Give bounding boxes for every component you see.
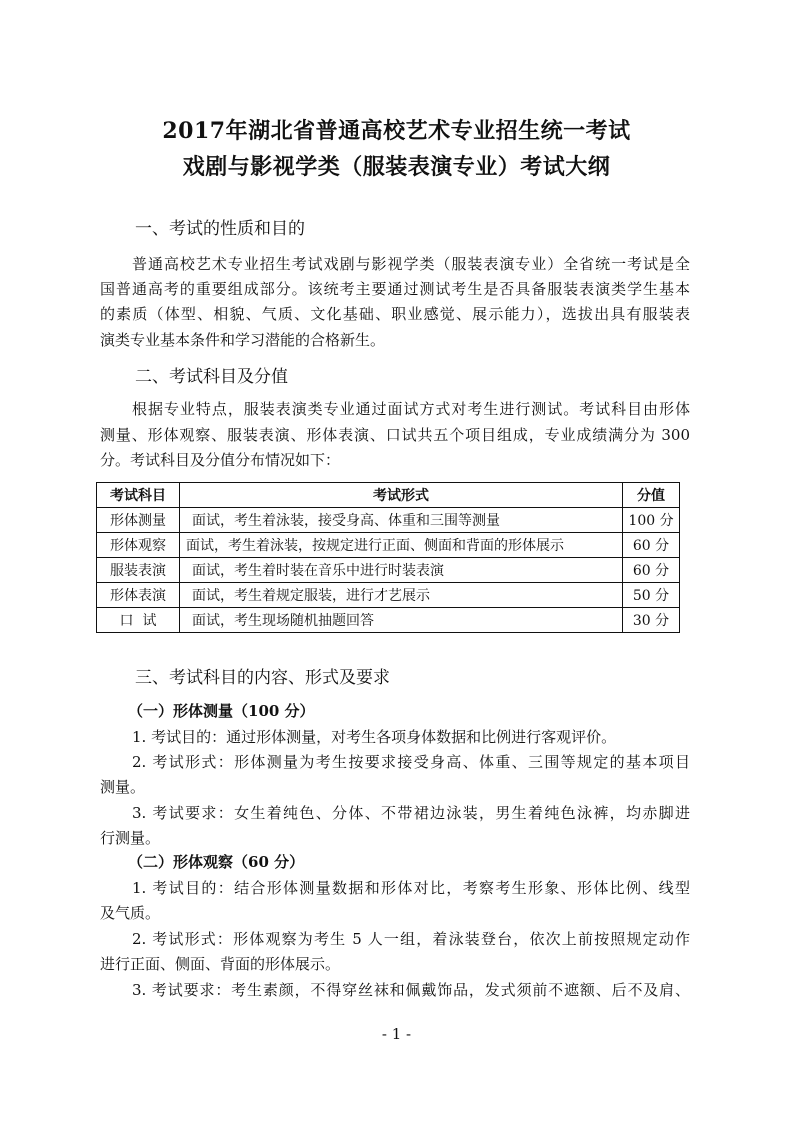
cell-format: 面试，考生着泳装，接受身高、体重和三围等测量 [180, 508, 623, 533]
cell-score: 50 分 [623, 583, 680, 608]
header-score: 分值 [623, 483, 680, 508]
paragraph-line: 3. 考试要求：考生素颜，不得穿丝袜和佩戴饰品，发式须前不遮额、后不及肩、 [132, 981, 690, 999]
paragraph-line: 普通高校艺术专业招生考试戏剧与影视学类（服装表演专业）全省统一考试是全 [132, 255, 690, 273]
cell-format: 面试，考生现场随机抽题回答 [180, 608, 623, 633]
cell-subject: 形体测量 [97, 508, 180, 533]
cell-score: 100 分 [623, 508, 680, 533]
paragraph-line: 3. 考试要求：女生着纯色、分体、不带裙边泳装，男生着纯色泳裤，均赤脚进 [132, 804, 690, 822]
cell-score: 30 分 [623, 608, 680, 633]
paragraph-line: 1. 考试目的：结合形体测量数据和形体对比，考察考生形象、形体比例、线型 [132, 879, 690, 897]
paragraph-line: 的素质（体型、相貌、气质、文化基础、职业感觉、展示能力），选拔出具有服装表 [100, 305, 690, 323]
paragraph-line: 2. 考试形式：形体测量为考生按要求接受身高、体重、三围等规定的基本项目 [132, 753, 690, 771]
table-row [97, 608, 680, 633]
subsection-2-heading: （二）形体观察（60 分） [128, 853, 305, 871]
header-subject: 考试科目 [97, 483, 180, 508]
paragraph-line: 1. 考试目的：通过形体测量，对考生各项身体数据和比例进行客观评价。 [132, 728, 617, 746]
subsection-1-heading: （一）形体测量（100 分） [128, 702, 315, 720]
table-row [97, 533, 680, 558]
section-1-heading: 一、考试的性质和目的 [135, 219, 305, 239]
paragraph-line: 国普通高考的重要组成部分。该统考主要通过测试考生是否具备服装表演类学生基本 [100, 280, 690, 298]
document-title-line-2: 戏剧与影视学类（服装表演专业）考试大纲 [182, 154, 611, 180]
exam-subjects-table [96, 482, 680, 633]
paragraph-line: 行测量。 [100, 829, 161, 847]
paragraph-line: 进行正面、侧面、背面的形体展示。 [100, 955, 341, 973]
header-format: 考试形式 [180, 483, 623, 508]
paragraph-line: 2. 考试形式：形体观察为考生 5 人一组，着泳装登台，依次上前按照规定动作 [132, 930, 690, 948]
cell-score: 60 分 [623, 533, 680, 558]
cell-subject: 口 试 [97, 608, 180, 633]
cell-score: 60 分 [623, 558, 680, 583]
cell-subject: 服装表演 [97, 558, 180, 583]
paragraph-line: 分。考试科目及分值分布情况如下： [100, 451, 341, 469]
page-number: - 1 - [381, 1025, 412, 1043]
document-title-line-1: 2017年湖北省普通高校艺术专业招生统一考试 [162, 118, 631, 144]
paragraph-line: 测量。 [100, 778, 146, 796]
section-3-heading: 三、考试科目的内容、形式及要求 [135, 668, 390, 688]
paragraph-line: 测量、形体观察、服装表演、形体表演、口试共五个项目组成，专业成绩满分为 300 [100, 426, 690, 444]
cell-subject: 形体观察 [97, 533, 180, 558]
paragraph-line: 及气质。 [100, 904, 161, 922]
cell-format: 面试，考生着时装在音乐中进行时装表演 [180, 558, 623, 583]
table-row [97, 508, 680, 533]
cell-format: 面试，考生着规定服装，进行才艺展示 [180, 583, 623, 608]
cell-subject: 形体表演 [97, 583, 180, 608]
cell-format: 面试，考生着泳装，按规定进行正面、侧面和背面的形体展示 [180, 533, 623, 558]
paragraph-line: 根据专业特点，服装表演类专业通过面试方式对考生进行测试。考试科目由形体 [132, 400, 690, 418]
section-2-heading: 二、考试科目及分值 [135, 367, 288, 387]
table-header-row [97, 483, 680, 508]
table-row [97, 558, 680, 583]
paragraph-line: 演类专业基本条件和学习潜能的合格新生。 [100, 331, 386, 349]
table-row [97, 583, 680, 608]
